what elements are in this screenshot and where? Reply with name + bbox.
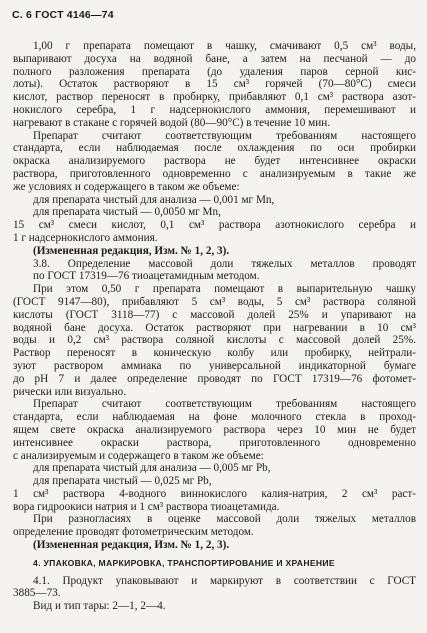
text-line: 4.1. Продукт упаковывают и маркируют в соответствии с ГОСТ — [33, 574, 416, 587]
page-header: С. 6 ГОСТ 4146—74 — [12, 9, 114, 21]
text-line: (ГОСТ 9147—80), прибавляют 5 см³ воды, 5 см³ раствора соляной — [13, 295, 416, 308]
text-line: кислот, раствор переносят в пробирку, прибавляют 0,1 см³ раствора азот- — [13, 91, 416, 104]
text-line: вора гидроокиси натрия и 1 см³ раствора тиоацетамида. — [13, 500, 280, 513]
text-line: Вид и тип тары: 2—1, 2—4. — [33, 600, 166, 613]
text-line: с анализируемым и содержащего в таком же объеме: — [13, 449, 264, 462]
text-line: стандарта, если наблюдаемая на фоне молочного стекла в проход- — [13, 411, 416, 424]
text-line: При этом 0,50 г препарата помещают в выпарительную чашку — [33, 283, 416, 296]
text-line: (Измененная редакция, Изм. № 1, 2, 3). — [33, 539, 230, 552]
text-line: полного разложения препарата (до удаления паров серной кис- — [13, 65, 416, 78]
text-line: же условиях и содержащего в таком же объеме: — [13, 180, 240, 193]
text-line: нагревают в стакане с горячей водой (80—90°С) в течение 10 мин. — [13, 116, 331, 129]
text-line: лоты). Остаток растворяют в 15 см³ горячей (70—80°С) смеси — [13, 78, 416, 91]
text-line: Раствор переносят в коническую колбу или пробирку, нейтрали- — [13, 347, 416, 360]
text-line: интенсивнее окраски раствора, приготовленного одновременно — [13, 436, 416, 449]
text-line: до pH 7 и далее определение проводят по ГОСТ 17319—76 фотомет- — [13, 372, 416, 385]
text-line: Препарат считают соответствующим требованиям настоящего — [33, 129, 416, 142]
text-line: При разногласиях в оценке массовой доли тяжелых металлов — [33, 513, 416, 526]
text-line: ящем свете окраска анализируемого раствора через 10 мин не будет — [13, 423, 416, 436]
text-line: для препарата чистый — 0,0050 мг Mn, — [33, 206, 221, 219]
text-line: 3885—73. — [13, 587, 61, 600]
text-line: раствора, приготовленного одновременно с анализируемым в такие же — [13, 167, 416, 180]
text-line: 1,00 г препарата помещают в чашку, смачивают 0,5 см³ воды, — [33, 40, 416, 52]
text-line: для препарата чистый — 0,025 мг Pb, — [33, 475, 212, 488]
text-line: для препарата чистый для анализа — 0,005 мг Pb, — [33, 462, 271, 475]
text-line: кислоты (ГОСТ 3118—77) с массовой долей 25% и упаривают на — [13, 308, 416, 321]
text-line: воды и 0,2 см³ раствора соляной кислоты с массовой долей 25%. — [13, 334, 416, 347]
text-line: окраска анализируемого раствора не будет интенсивнее окраски — [13, 155, 416, 168]
text-line: зуют раствором аммиака по универсальной индикаторной бумаге — [13, 359, 416, 372]
text-line: Препарат считают соответствующим требованиям настоящего — [33, 398, 416, 411]
text-line: 1 г надсернокислого аммония. — [13, 231, 158, 244]
text-line: (Измененная редакция, Изм. № 1, 2, 3). — [33, 244, 230, 257]
text-line: 15 см³ смеси кислот, 0,1 см³ раствора азотнокислого серебра и — [13, 219, 416, 232]
text-line: по ГОСТ 17319—76 тиоацетамидным методом. — [33, 270, 260, 283]
text-line: для препарата чистый для анализа — 0,001 мг Mn, — [33, 193, 275, 206]
text-line: водяной бане досуха. Остаток растворяют при нагревании в 10 см³ — [13, 321, 416, 334]
text-line: 1 см³ раствора 4-водного виннокислого калия-натрия, 2 см³ раст- — [13, 487, 416, 500]
document-body — [13, 40, 416, 613]
section-heading: 4. УПАКОВКА, МАРКИРОВКА, ТРАНСПОРТИРОВАНИЕ И ХРАНЕНИЕ — [33, 557, 335, 568]
text-line: рически или визуально. — [13, 385, 127, 398]
text-line: нокислого серебра, 1 г надсернокислого аммония, перемешивают и — [13, 103, 416, 116]
text-line: стандарта, если наблюдаемая после охлаждения по оси пробирки — [13, 142, 416, 155]
text-line: 3.8. Определение массовой доли тяжелых металлов проводят — [33, 257, 416, 270]
text-line: выпаривают досуха на водяной бане, а затем на песчаной — до — [13, 52, 416, 65]
text-line: определение проводят фотометрическим методом. — [13, 526, 254, 539]
